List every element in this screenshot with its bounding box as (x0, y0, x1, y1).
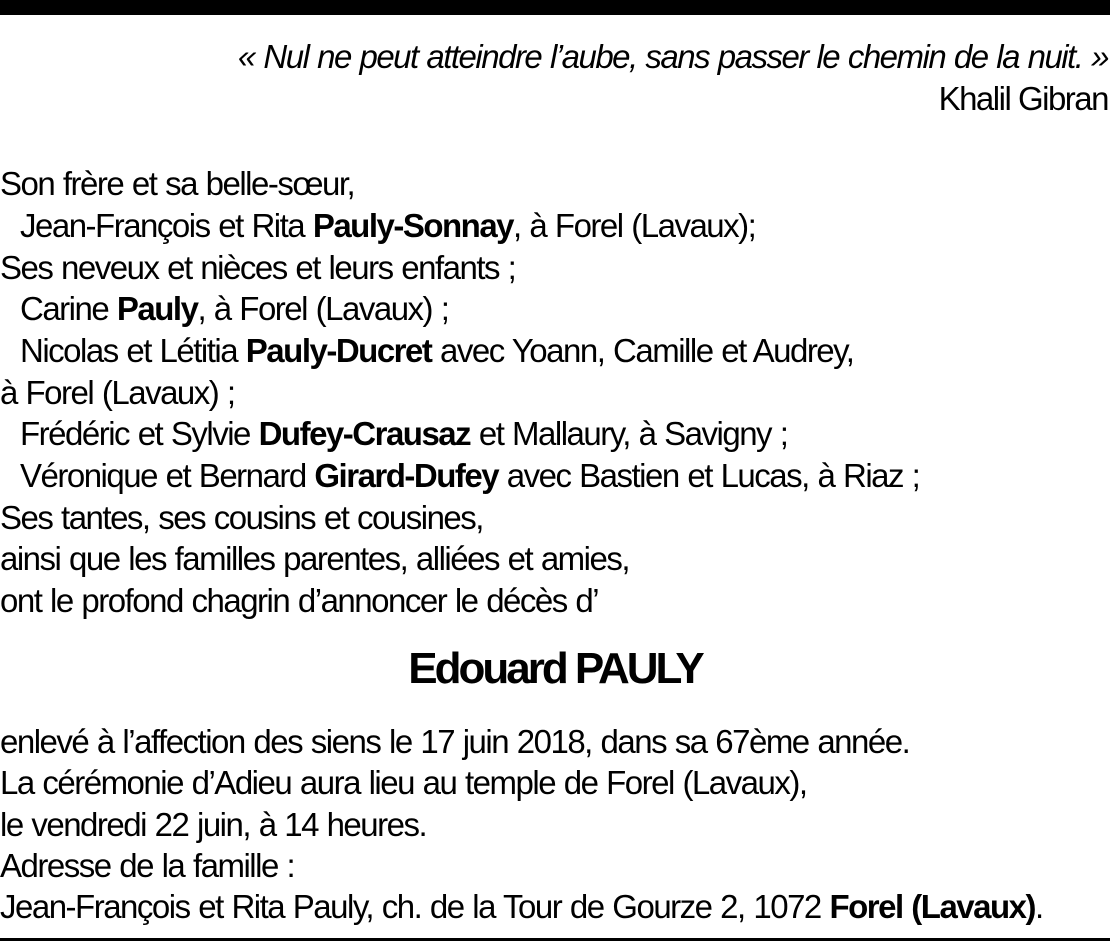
family-line (0, 415, 787, 453)
line-text: et Mallaury, à Savigny ; (470, 415, 788, 452)
line-text: , à Forel (Lavaux); (513, 207, 756, 244)
top-border-rule (0, 0, 1110, 15)
line-text: le vendredi 22 juin, à 14 heures. (0, 806, 427, 843)
line-text: à Forel (Lavaux) ; (0, 374, 235, 411)
bottom-border-rule (0, 938, 1110, 941)
line-text: Véronique et Bernard (20, 457, 315, 494)
line-text: La cérémonie d’Adieu aura lieu au temple de Forel (Lavaux), (0, 764, 807, 801)
detail-line (0, 806, 426, 844)
line-text: Carine (20, 290, 117, 327)
family-line (0, 374, 235, 412)
detail-line (0, 888, 1043, 926)
family-line (0, 207, 755, 245)
line-text: Ses tantes, ses cousins et cousines, (0, 499, 483, 536)
line-text: enlevé à l’affection des siens le 17 juin 2018, dans sa 67ème année. (0, 723, 910, 760)
line-text: Jean-François et Rita Pauly, ch. de la Tour de Gourze 2, 1072 (0, 888, 830, 925)
surname-text: Pauly (116, 290, 198, 327)
epigraph-author: Khalil Gibran (938, 80, 1108, 117)
surname-text: Dufey-Crausaz (258, 415, 471, 452)
line-text: avec Yoann, Camille et Audrey, (431, 332, 854, 369)
family-line (0, 249, 515, 287)
surname-text: Pauly-Ducret (245, 332, 432, 369)
detail-line (0, 847, 294, 885)
detail-line (0, 723, 909, 761)
deceased-name: Edouard PAULY (408, 644, 702, 693)
line-text: . (1035, 888, 1043, 925)
family-line (0, 165, 354, 203)
family-line (0, 582, 598, 620)
line-text: Nicolas et Létitia (20, 332, 246, 369)
line-text: Adresse de la famille : (0, 847, 295, 884)
line-text: Frédéric et Sylvie (20, 415, 259, 452)
line-text: Jean-François et Rita (20, 207, 313, 244)
family-line (0, 540, 629, 578)
line-text: Son frère et sa belle-sœur, (0, 165, 355, 202)
family-line (0, 457, 919, 495)
line-text: avec Bastien et Lucas, à Riaz ; (498, 457, 920, 494)
surname-text: Pauly-Sonnay (312, 207, 514, 244)
detail-line (0, 764, 807, 802)
family-line (0, 290, 448, 328)
line-text: , à Forel (Lavaux) ; (197, 290, 449, 327)
line-text: ainsi que les familles parentes, alliées et amies, (0, 540, 630, 577)
line-text: Ses neveux et nièces et leurs enfants ; (0, 249, 516, 286)
family-line (0, 332, 853, 370)
epigraph-quote: « Nul ne peut atteindre l’aube, sans passer le chemin de la nuit. » (237, 38, 1108, 75)
surname-text: Forel (Lavaux) (829, 888, 1036, 925)
line-text: ont le profond chagrin d’annoncer le décès d’ (0, 582, 599, 619)
surname-text: Girard-Dufey (314, 457, 499, 494)
family-line (0, 499, 483, 537)
